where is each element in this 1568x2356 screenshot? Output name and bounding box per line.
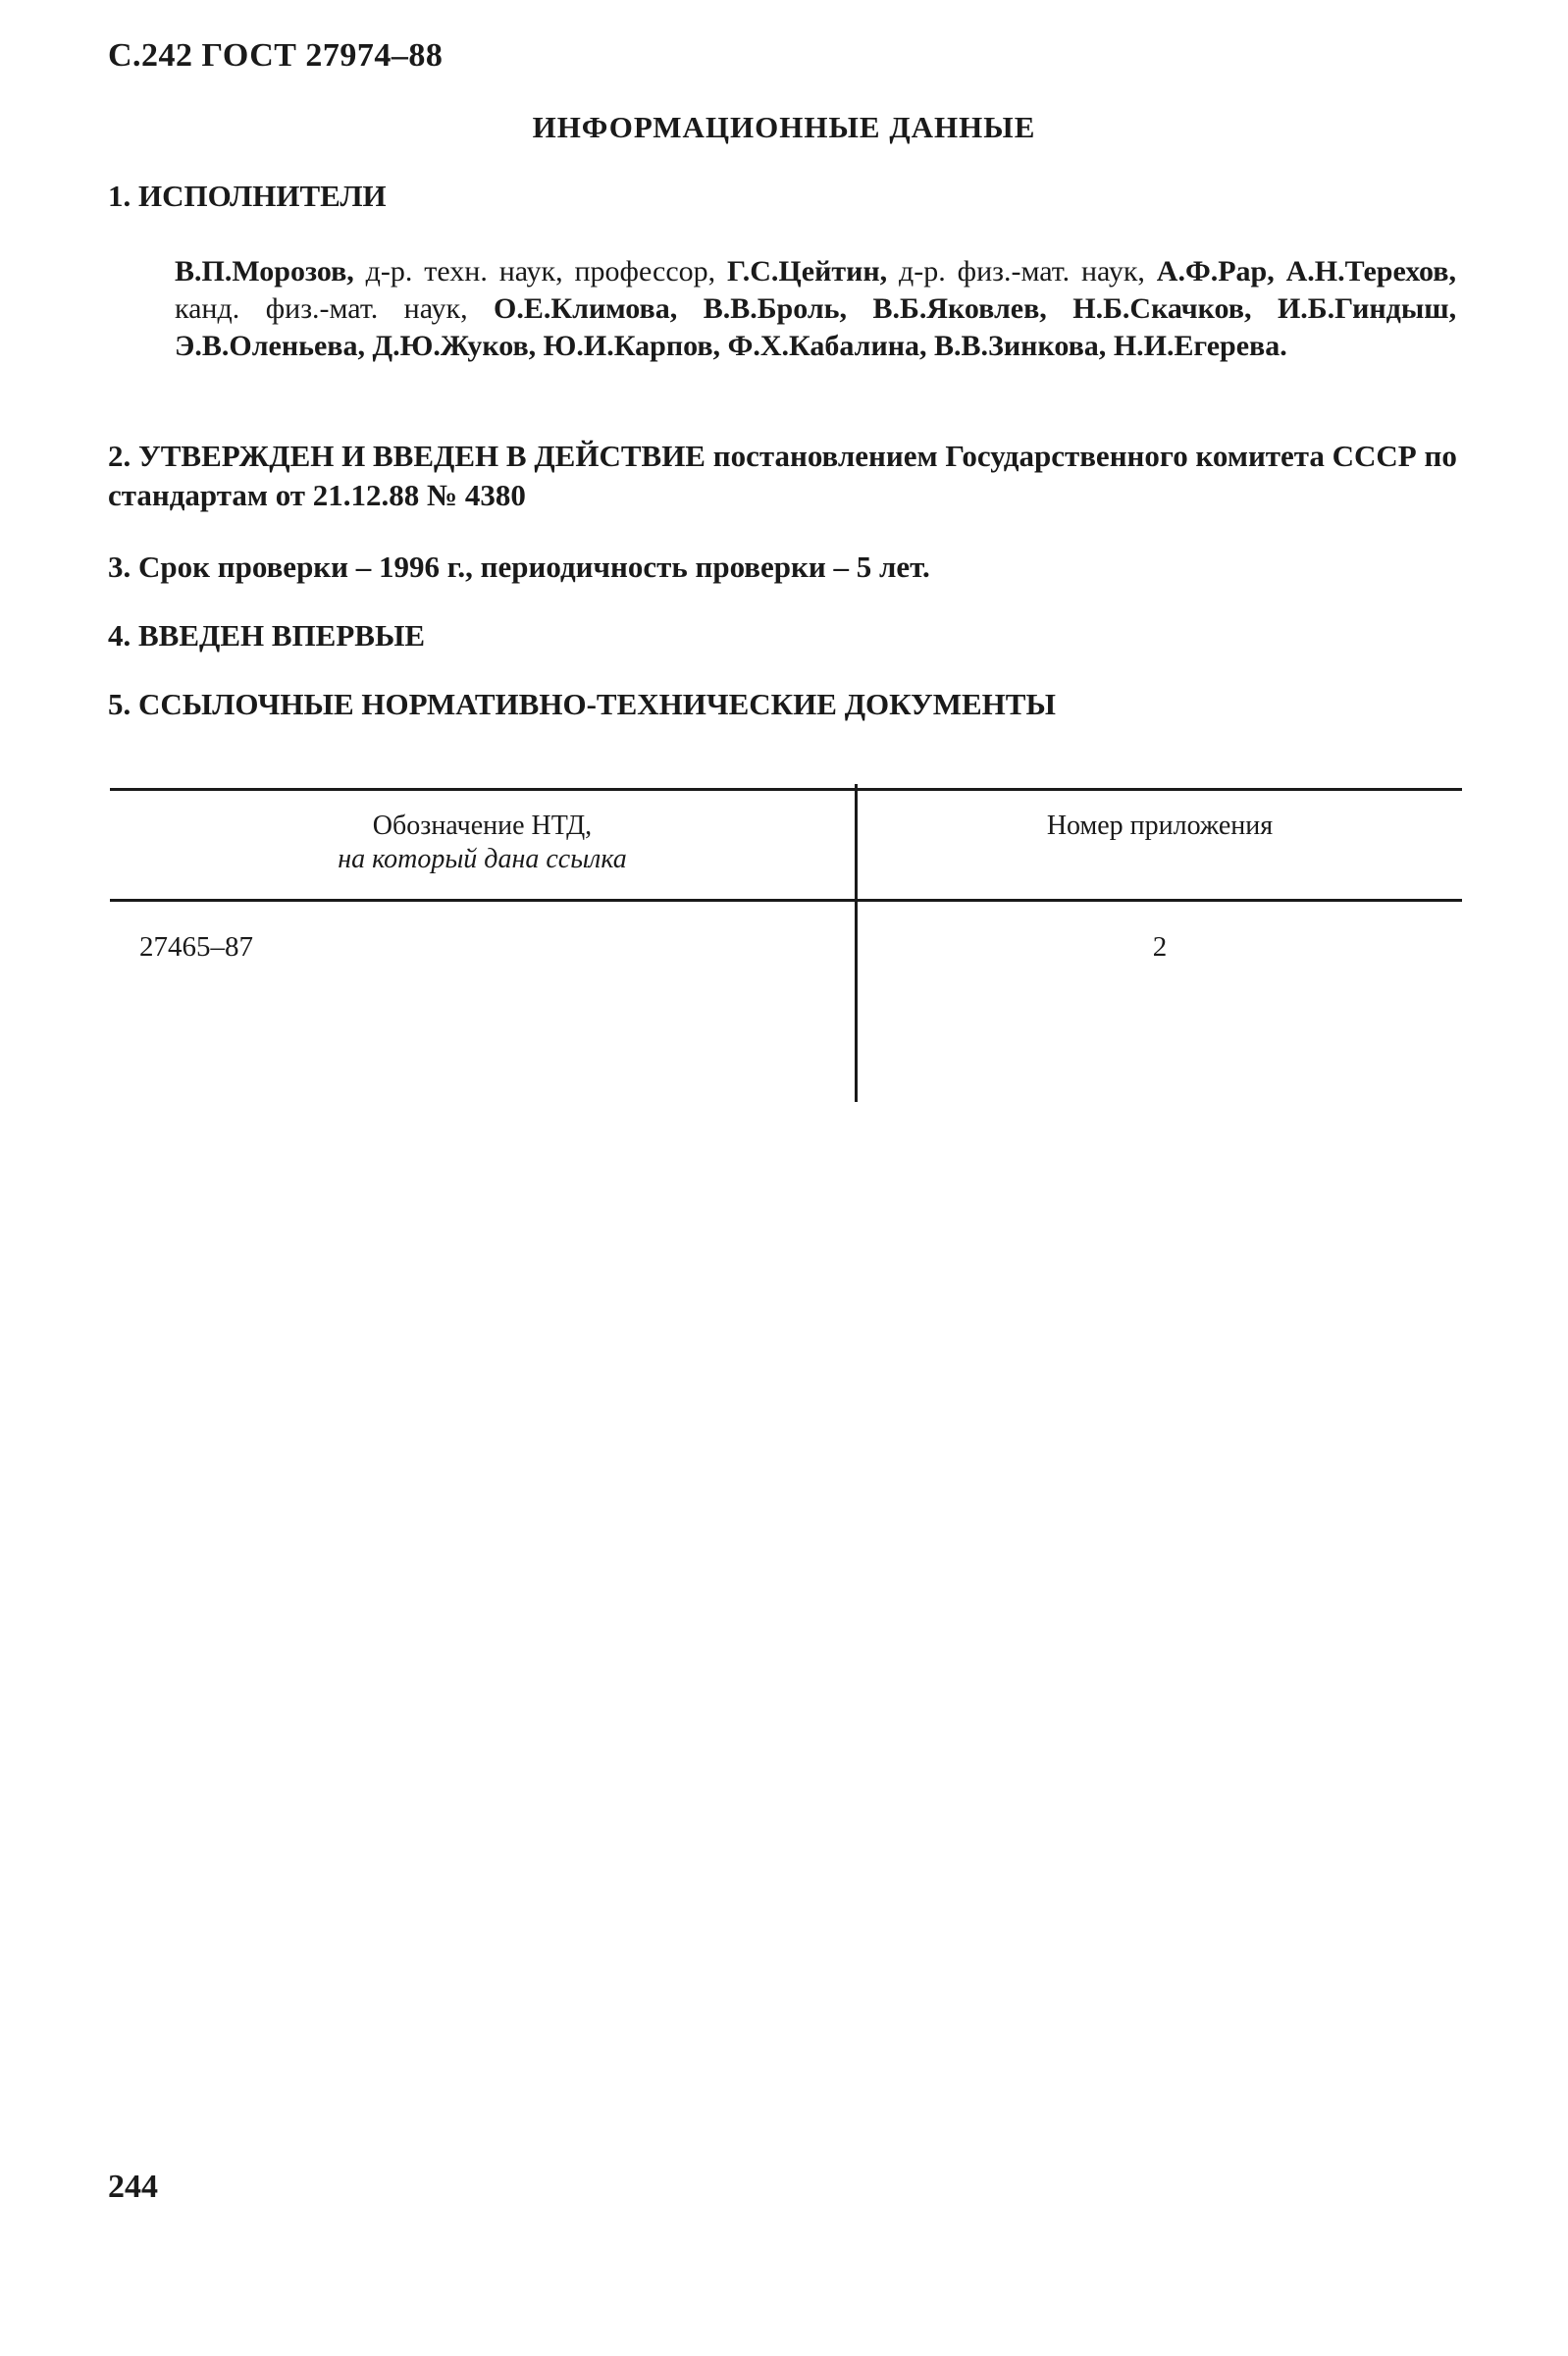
author-15: Н.И.Егерева. bbox=[1113, 330, 1287, 362]
section-4 bbox=[108, 616, 1462, 655]
section-5 bbox=[108, 685, 1462, 724]
section-1 bbox=[108, 177, 1462, 216]
page-number: 244 bbox=[108, 2169, 158, 2205]
author-5: О.Е.Климова, bbox=[494, 292, 678, 325]
section-2-heading: УТВЕРЖДЕН И ВВЕДЕН В ДЕЙСТВИЕ bbox=[138, 439, 706, 473]
author-12: Ю.И.Карпов, bbox=[543, 330, 721, 362]
author-11: Д.Ю.Жуков, bbox=[372, 330, 537, 362]
author-4-title: канд. физ.-мат. наук, bbox=[175, 292, 468, 325]
table-cell-ntd: 27465–87 bbox=[139, 931, 253, 963]
author-9: И.Б.Гиндыш, bbox=[1277, 292, 1457, 325]
document-title: ИНФОРМАЦИОННЫЕ ДАННЫЕ bbox=[532, 110, 1036, 144]
author-1: В.П.Морозов, bbox=[175, 255, 354, 288]
table-cell-appendix: 2 bbox=[1152, 931, 1168, 963]
table-header-appendix: Номер приложения bbox=[1046, 811, 1274, 841]
author-7: В.Б.Яковлев, bbox=[872, 292, 1047, 325]
author-6: В.В.Броль, bbox=[703, 292, 848, 325]
author-10: Э.В.Оленьева, bbox=[175, 330, 366, 362]
section-2 bbox=[108, 437, 1462, 515]
section-2-number: 2. bbox=[108, 439, 131, 473]
author-4: А.Н.Терехов, bbox=[1285, 255, 1457, 288]
section-2-body: постановлением Государственного комитета СССР по стандартам от 21.12.88 № 4380 bbox=[108, 439, 1457, 512]
author-13: Ф.Х.Кабалина, bbox=[727, 330, 927, 362]
table-header-ntd-line2: на который дана ссылка bbox=[338, 844, 627, 874]
section-3-number: 3. bbox=[108, 550, 131, 584]
table-header-ntd-line1: Обозначение НТД, bbox=[372, 811, 593, 841]
section-3 bbox=[108, 548, 1462, 587]
table-header-ntd bbox=[110, 810, 855, 876]
author-2-title: д-р. физ.-мат. наук, bbox=[899, 255, 1145, 288]
page-header: С.242 ГОСТ 27974–88 bbox=[108, 37, 444, 74]
section-5-number: 5. bbox=[108, 687, 131, 721]
author-2: Г.С.Цейтин, bbox=[727, 255, 888, 288]
author-8: Н.Б.Скачков, bbox=[1072, 292, 1252, 325]
reference-table bbox=[110, 788, 1462, 1102]
author-14: В.В.Зинкова, bbox=[934, 330, 1107, 362]
section-1-number: 1. bbox=[108, 179, 131, 213]
section-4-number: 4. bbox=[108, 618, 131, 653]
section-1-heading: ИСПОЛНИТЕЛИ bbox=[138, 179, 387, 213]
section-3-body: Срок проверки – 1996 г., периодичность проверки – 5 лет. bbox=[138, 550, 930, 584]
table-top-rule bbox=[110, 788, 1462, 791]
author-1-title: д-р. техн. наук, профессор, bbox=[365, 255, 716, 288]
table-header-rule bbox=[110, 899, 1462, 902]
section-5-heading: ССЫЛОЧНЫЕ НОРМАТИВНО-ТЕХНИЧЕСКИЕ ДОКУМЕНТЫ bbox=[138, 687, 1056, 721]
section-4-heading: ВВЕДЕН ВПЕРВЫЕ bbox=[138, 618, 426, 653]
author-3: А.Ф.Рар, bbox=[1156, 255, 1275, 288]
authors-list bbox=[175, 253, 1456, 365]
